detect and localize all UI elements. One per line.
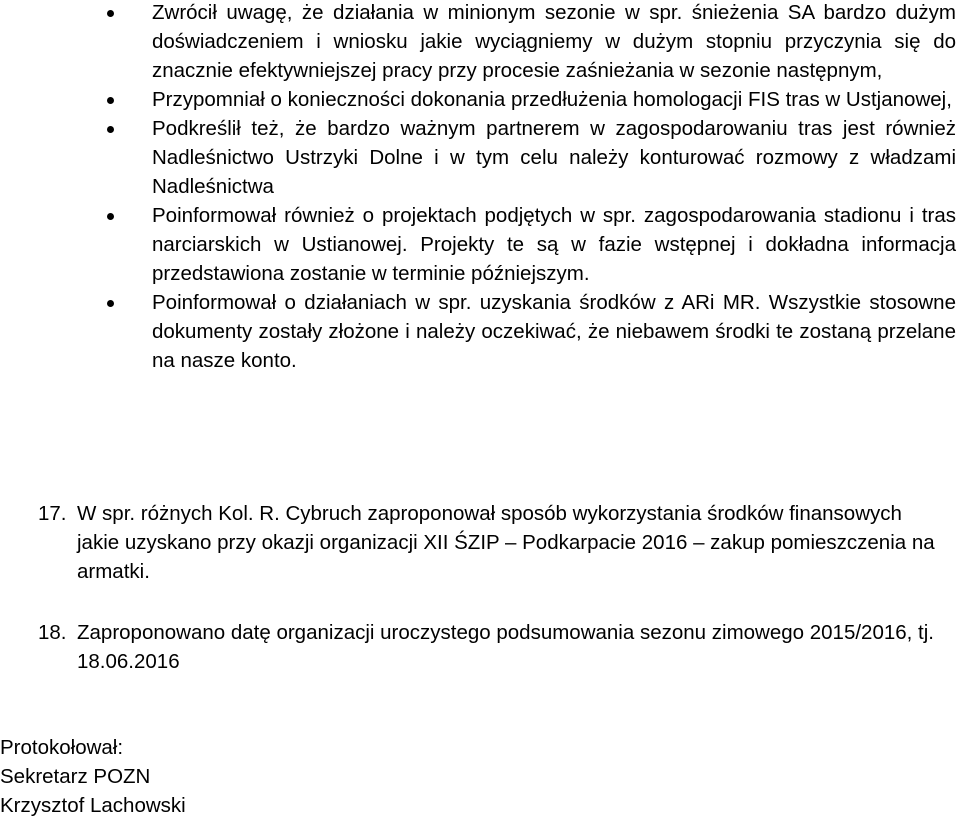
bullet-item	[0, 288, 956, 375]
bullet-text: Zwrócił uwagę, że działania w minionym sezonie w spr. śnieżenia SA bardzo dużym doświadczeniem i wniosku jakie wyciągniemy w dużym stopniu przyczynia się do znacznie efektywniejszej pracy przy procesie zaśnieżania w sezonie następnym,	[152, 1, 956, 82]
numbered-paragraph	[0, 499, 947, 586]
bullet-item	[0, 201, 956, 288]
item-text: W spr. różnych Kol. R. Cybruch zaproponował sposób wykorzystania środków finansowych jakie uzyskano przy okazji organizacji XII ŚZIP – Podkarpacie 2016 – zakup pomieszczenia na armatki.	[77, 502, 935, 583]
signature-block	[0, 733, 186, 820]
bullet-item	[0, 0, 956, 85]
bullet-list	[0, 0, 960, 375]
bullet-item	[0, 85, 956, 114]
item-number: 18.	[38, 621, 67, 644]
numbered-item-18	[0, 618, 960, 676]
bullet-icon	[107, 213, 114, 220]
signature-name: Krzysztof Lachowski	[0, 794, 186, 817]
signature-role: Sekretarz POZN	[0, 765, 151, 788]
signature-label: Protokołował:	[0, 736, 124, 759]
bullet-icon	[107, 97, 114, 104]
bullet-text: Poinformował również o projektach podjętych w spr. zagospodarowania stadionu i tras narciarskich w Ustianowej. Projekty te są w fazie wstępnej i dokładna informacja przedstawiona zostanie w terminie późniejszym.	[152, 204, 956, 285]
item-number: 17.	[38, 502, 67, 525]
item-text: Zaproponowano datę organizacji uroczystego podsumowania sezonu zimowego 2015/2016, tj. 18.06.2016	[77, 621, 934, 673]
bullet-text: Przypomniał o konieczności dokonania przedłużenia homologacji FIS tras w Ustjanowej,	[152, 88, 952, 111]
bullet-text: Podkreślił też, że bardzo ważnym partnerem w zagospodarowaniu tras jest również Nadleśnictwo Ustrzyki Dolne i w tym celu należy konturować rozmowy z władzami Nadleśnictwa	[152, 117, 956, 198]
numbered-item-17	[0, 499, 960, 586]
bullet-text: Poinformował o działaniach w spr. uzyskania środków z ARi MR. Wszystkie stosowne dokumenty zostały złożone i należy oczekiwać, że niebawem środki te zostaną przelane na nasze konto.	[152, 291, 956, 372]
bullet-icon	[107, 126, 114, 133]
bullet-item	[0, 114, 956, 201]
bullet-icon	[107, 10, 114, 17]
bullet-icon	[107, 300, 114, 307]
numbered-paragraph	[0, 618, 947, 676]
